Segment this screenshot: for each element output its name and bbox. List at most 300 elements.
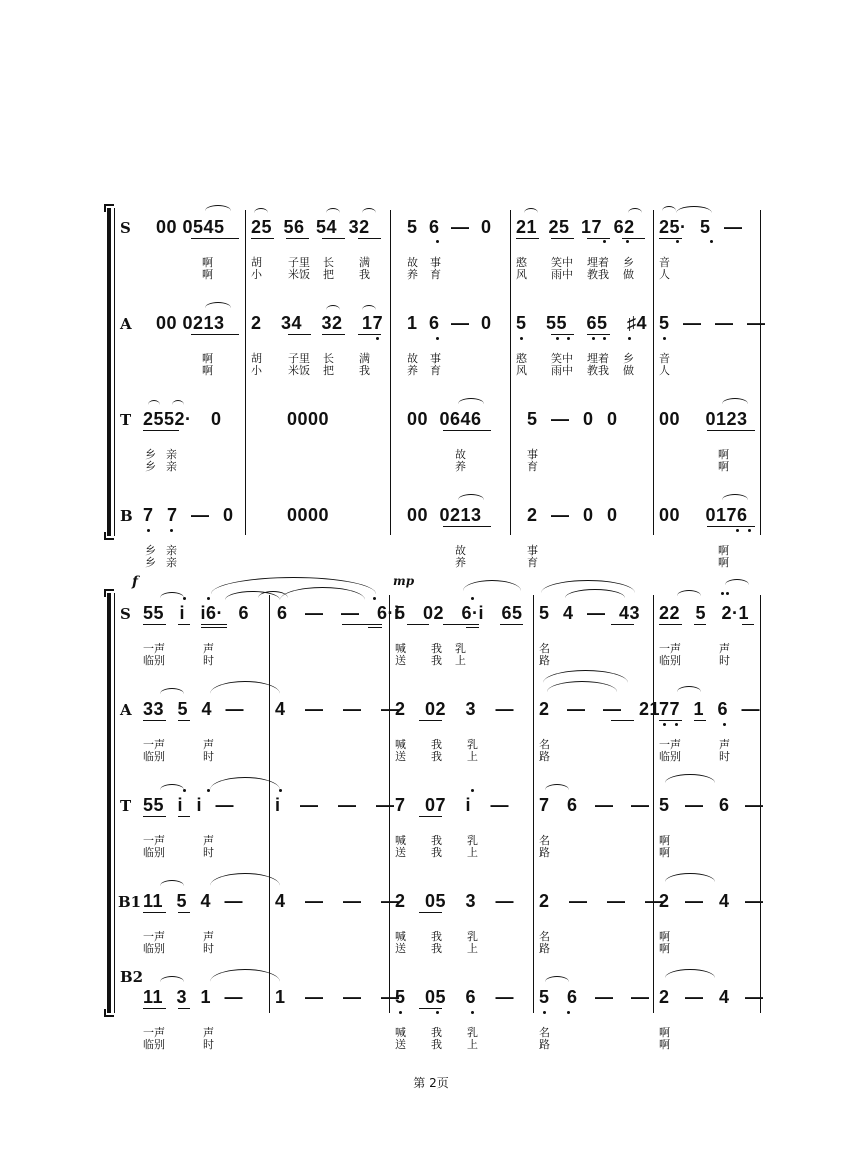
lyric: 我 (431, 642, 442, 655)
underline (201, 624, 227, 625)
measure: 77 1 6 — (659, 699, 761, 719)
measure: 25 56 54 32 (251, 217, 370, 237)
lyric: 子里 (288, 256, 310, 269)
lyric: 我 (431, 834, 442, 847)
lyric: 我 (431, 750, 442, 763)
bracket-bottom-hook (104, 1009, 114, 1017)
measure: 4 — — — (275, 891, 400, 911)
slur (665, 774, 715, 783)
lyric: 喊 (395, 930, 406, 943)
slur (326, 305, 340, 310)
measure: 2552· 0 (143, 409, 222, 429)
slur (362, 305, 376, 310)
lyric: 埋着 (587, 256, 609, 269)
slur (160, 784, 184, 790)
slur (676, 206, 712, 213)
lyric: 时 (203, 750, 214, 763)
lyric: 名 (539, 834, 550, 847)
barline (653, 210, 654, 535)
measure: 1 — — — (275, 987, 400, 1007)
octave-dot (471, 1011, 474, 1014)
lyric: 啊 (659, 942, 670, 955)
lyric: 胡 (251, 352, 262, 365)
lyric: 一声 (659, 642, 681, 655)
lyric: 一声 (143, 834, 165, 847)
barline (533, 595, 534, 1013)
part-label: S (120, 605, 131, 623)
lyric: 憨 (516, 256, 527, 269)
lyric: 临别 (659, 654, 681, 667)
measure: 5 — 6 — (659, 795, 764, 815)
system-bracket (107, 593, 111, 1013)
octave-dot (736, 529, 739, 532)
lyric: 路 (539, 750, 550, 763)
lyric: 笑中 (551, 256, 573, 269)
octave-dot (723, 723, 726, 726)
octave-dot (592, 337, 595, 340)
lyric: 声 (203, 1026, 214, 1039)
underline (443, 526, 491, 527)
octave-dot (567, 1011, 570, 1014)
slur (205, 205, 231, 211)
measure: 21 25 17 62 (516, 217, 635, 237)
octave-dot (603, 337, 606, 340)
underline (368, 627, 382, 628)
underline (742, 624, 754, 625)
lyric: 满 (359, 352, 370, 365)
lyric: 埋着 (587, 352, 609, 365)
measure: 11 3 1 — (143, 987, 244, 1007)
underline (551, 238, 574, 239)
octave-dot (626, 240, 629, 243)
underline (143, 1008, 166, 1009)
measure: 2 34 32 17 (251, 313, 384, 333)
slur (458, 494, 484, 500)
lyric: 人 (659, 268, 670, 281)
octave-dot (436, 240, 439, 243)
dynamic-mezzo-piano: mp (393, 574, 415, 588)
lyric: 路 (539, 942, 550, 955)
lyric: 满 (359, 256, 370, 269)
lyric: 乳 (467, 738, 478, 751)
lyric: 送 (395, 750, 406, 763)
lyric: 名 (539, 930, 550, 943)
lyric: 路 (539, 654, 550, 667)
system-bracket-line (114, 208, 115, 536)
slur (160, 880, 184, 886)
octave-dot (147, 529, 150, 532)
underline (587, 238, 610, 239)
underline (143, 816, 166, 817)
lyric: 啊 (202, 256, 213, 269)
octave-dot (436, 1011, 439, 1014)
lyric: 喊 (395, 1026, 406, 1039)
underline (587, 334, 610, 335)
underline (322, 238, 345, 239)
underline (358, 334, 381, 335)
measure: 4 — — — (275, 699, 400, 719)
lyric: 乡 (145, 544, 156, 557)
lyric: 啊 (659, 834, 670, 847)
lyric: 啊 (718, 544, 729, 557)
lyric: 上 (467, 1038, 478, 1051)
octave-dot-above (373, 597, 376, 600)
lyric: 养 (455, 460, 466, 473)
underline (407, 624, 429, 625)
lyric: 啊 (718, 448, 729, 461)
lyric: 乡 (145, 448, 156, 461)
lyric: 我 (431, 930, 442, 943)
lyric: 我 (359, 364, 370, 377)
slur (326, 208, 340, 213)
underline (419, 1008, 442, 1009)
lyric: 送 (395, 654, 406, 667)
octave-dot-above (207, 597, 210, 600)
octave-dot-above (183, 789, 186, 792)
underline (143, 624, 166, 625)
part-label: T (120, 411, 132, 429)
measure: 33 5 4 — (143, 699, 245, 719)
lyric: 育 (430, 364, 441, 377)
lyric: 育 (430, 268, 441, 281)
lyric: 临别 (143, 750, 165, 763)
lyric: 上 (467, 942, 478, 955)
lyric: 教我 (587, 364, 609, 377)
lyric: 我 (431, 1026, 442, 1039)
lyric: 声 (203, 642, 214, 655)
barline (269, 595, 270, 1013)
underline (143, 720, 166, 721)
part-label: A (120, 701, 132, 719)
lyric: 名 (539, 738, 550, 751)
underline (178, 720, 190, 721)
barline (760, 210, 761, 535)
measure: 5 — 0 0 (527, 409, 618, 429)
lyric: 一声 (143, 738, 165, 751)
slur (172, 400, 184, 405)
lyric: 育 (527, 460, 538, 473)
measure: 2 — 4 — (659, 891, 764, 911)
octave-dot (567, 337, 570, 340)
underline (622, 238, 645, 239)
lyric: 乡 (623, 352, 634, 365)
lyric: 啊 (659, 1026, 670, 1039)
barline (390, 210, 391, 535)
lyric: 小 (251, 364, 262, 377)
octave-dot (520, 337, 523, 340)
lyric: 路 (539, 846, 550, 859)
lyric: 亲 (166, 448, 177, 461)
octave-dot-above (279, 789, 282, 792)
slur (662, 206, 676, 211)
measure: 7 7 — 0 (143, 505, 234, 525)
lyric: 啊 (202, 364, 213, 377)
lyric: 声 (719, 642, 730, 655)
underline (342, 624, 382, 625)
bracket-top-hook (104, 589, 114, 597)
lyric: 雨中 (551, 268, 573, 281)
octave-dot-above (471, 789, 474, 792)
lyric: 喊 (395, 834, 406, 847)
octave-dot-above (721, 592, 724, 595)
lyric: 教我 (587, 268, 609, 281)
part-label: A (120, 315, 132, 333)
lyric: 我 (431, 738, 442, 751)
part-label: T (120, 797, 132, 815)
slur (677, 686, 701, 692)
underline (659, 624, 682, 625)
bracket-bottom-hook (104, 532, 114, 540)
lyric: 把 (323, 268, 334, 281)
barline (653, 595, 654, 1013)
underline (419, 912, 442, 913)
lyric: 啊 (659, 846, 670, 859)
measure: 2 — — — (539, 891, 664, 911)
lyric: 啊 (718, 460, 729, 473)
measure: 2 — — 21 (539, 699, 661, 719)
underline (178, 624, 190, 625)
lyric: 米饭 (288, 364, 310, 377)
lyric: 时 (719, 750, 730, 763)
lyric: 憨 (516, 352, 527, 365)
underline (178, 816, 190, 817)
lyric: 声 (203, 834, 214, 847)
octave-dot (170, 529, 173, 532)
octave-dot (663, 723, 666, 726)
lyric: 临别 (143, 846, 165, 859)
slur (722, 494, 748, 500)
lyric: 风 (516, 268, 527, 281)
underline (191, 334, 239, 335)
measure: i — — — (275, 795, 395, 815)
lyric: 胡 (251, 256, 262, 269)
page-number: 第 2页 (413, 1076, 449, 1090)
measure: 2 02 3 — (395, 699, 515, 719)
measure: 5 — — — (659, 313, 766, 333)
barline (510, 210, 511, 535)
lyric: 故 (407, 256, 418, 269)
lyric: 一声 (143, 642, 165, 655)
slur (463, 580, 521, 591)
underline (419, 816, 442, 817)
measure: 5 05 6 — (395, 987, 515, 1007)
underline (286, 238, 309, 239)
lyric: 米饭 (288, 268, 310, 281)
measure: 55 i i6· 6 (143, 603, 250, 623)
system-bracket (107, 208, 111, 536)
lyric: 乳 (467, 930, 478, 943)
lyric: 故 (407, 352, 418, 365)
lyric: 乡 (623, 256, 634, 269)
lyric: 临别 (143, 1038, 165, 1051)
measure: 7 6 — — (539, 795, 650, 815)
underline (251, 238, 274, 239)
lyric: 我 (431, 1038, 442, 1051)
lyric: 风 (516, 364, 527, 377)
measure: 11 5 4 — (143, 891, 244, 911)
underline (611, 624, 634, 625)
underline (443, 624, 479, 625)
measure: 00 0545 (156, 217, 225, 237)
underline (659, 238, 682, 239)
octave-dot (748, 529, 751, 532)
underline (516, 238, 539, 239)
lyric: 雨中 (551, 364, 573, 377)
lyric: 临别 (659, 750, 681, 763)
lyric: 临别 (143, 654, 165, 667)
lyric: 啊 (202, 352, 213, 365)
measure: 7 07 i — (395, 795, 510, 815)
barline (245, 210, 246, 535)
underline (143, 430, 179, 431)
underline (201, 627, 227, 628)
lyric: 一声 (659, 738, 681, 751)
slur (545, 784, 569, 790)
lyric: 上 (467, 846, 478, 859)
measure: 5 55 65 ♯4 (516, 313, 648, 333)
lyric: 音 (659, 256, 670, 269)
underline (419, 720, 442, 721)
measure: 00 0213 (407, 505, 482, 525)
slur (725, 579, 749, 585)
lyric: 声 (719, 738, 730, 751)
slur (160, 688, 184, 694)
dynamic-forte: f (132, 574, 139, 590)
lyric: 养 (407, 364, 418, 377)
lyric: 时 (203, 846, 214, 859)
lyric: 时 (719, 654, 730, 667)
lyric: 时 (203, 942, 214, 955)
slur (545, 976, 569, 982)
underline (551, 334, 574, 335)
underline (466, 627, 479, 628)
octave-dot (436, 337, 439, 340)
lyric: 啊 (202, 268, 213, 281)
measure: 1 6 — 0 (407, 313, 492, 333)
underline (322, 334, 345, 335)
underline (443, 430, 491, 431)
lyric: 乡 (145, 460, 156, 473)
octave-dot (663, 337, 666, 340)
lyric: 亲 (166, 544, 177, 557)
lyric: 子里 (288, 352, 310, 365)
measure: 2 — 4 — (659, 987, 764, 1007)
measure: 25· 5 — (659, 217, 743, 237)
lyric: 笑中 (551, 352, 573, 365)
system-bracket-line (114, 593, 115, 1013)
measure: 55 i i — (143, 795, 235, 815)
lyric: 长 (323, 352, 334, 365)
lyric: 时 (203, 654, 214, 667)
lyric: 小 (251, 268, 262, 281)
lyric: 乡 (145, 556, 156, 569)
underline (611, 720, 634, 721)
slur (254, 208, 268, 213)
underline (288, 334, 311, 335)
slur (665, 969, 715, 978)
lyric: 喊 (395, 642, 406, 655)
octave-dot (676, 240, 679, 243)
underline (707, 430, 755, 431)
lyric: 乳 (455, 642, 466, 655)
octave-dot (675, 723, 678, 726)
lyric: 养 (455, 556, 466, 569)
underline (500, 624, 523, 625)
slur (524, 208, 538, 213)
lyric: 啊 (659, 1038, 670, 1051)
octave-dot-above (183, 597, 186, 600)
lyric: 长 (323, 256, 334, 269)
lyric: 我 (359, 268, 370, 281)
lyric: 做 (623, 364, 634, 377)
slur (148, 400, 160, 405)
slur (362, 208, 376, 213)
measure: 00 0646 (407, 409, 482, 429)
lyric: 把 (323, 364, 334, 377)
lyric: 做 (623, 268, 634, 281)
lyric: 啊 (659, 930, 670, 943)
lyric: 一声 (143, 1026, 165, 1039)
lyric: 事 (430, 256, 441, 269)
lyric: 故 (455, 448, 466, 461)
slur (458, 398, 484, 404)
lyric: 临别 (143, 942, 165, 955)
measure: 5 6 — — (539, 987, 650, 1007)
measure: 2 — 0 0 (527, 505, 618, 525)
lyric: 送 (395, 942, 406, 955)
octave-dot (628, 337, 631, 340)
octave-dot-above (471, 597, 474, 600)
slur (722, 398, 748, 404)
lyric: 人 (659, 364, 670, 377)
measure: 0000 (287, 505, 330, 525)
octave-dot (543, 1011, 546, 1014)
octave-dot-above (207, 789, 210, 792)
octave-dot (710, 240, 713, 243)
slur (665, 873, 715, 882)
octave-dot (556, 337, 559, 340)
slur (205, 302, 231, 308)
lyric: 上 (455, 654, 466, 667)
measure: 5 02 6·i 65 (395, 603, 523, 623)
part-label: S (120, 219, 131, 237)
lyric: 我 (431, 942, 442, 955)
lyric: 亲 (166, 460, 177, 473)
lyric: 故 (455, 544, 466, 557)
underline (659, 720, 682, 721)
lyric: 送 (395, 846, 406, 859)
lyric: 一声 (143, 930, 165, 943)
part-label: B (120, 507, 133, 525)
octave-dot-above (726, 592, 729, 595)
lyric: 上 (467, 750, 478, 763)
lyric: 育 (527, 556, 538, 569)
lyric: 音 (659, 352, 670, 365)
lyric: 事 (527, 544, 538, 557)
lyric: 啊 (718, 556, 729, 569)
lyric: 时 (203, 1038, 214, 1051)
lyric: 路 (539, 1038, 550, 1051)
lyric: 送 (395, 1038, 406, 1051)
slur (628, 208, 642, 213)
slur (160, 976, 184, 982)
octave-dot (376, 337, 379, 340)
measure: 2 05 3 — (395, 891, 515, 911)
slur (160, 592, 184, 598)
measure: 6 — — 6·i (277, 603, 400, 623)
measure: 00 0176 (659, 505, 748, 525)
lyric: 事 (527, 448, 538, 461)
